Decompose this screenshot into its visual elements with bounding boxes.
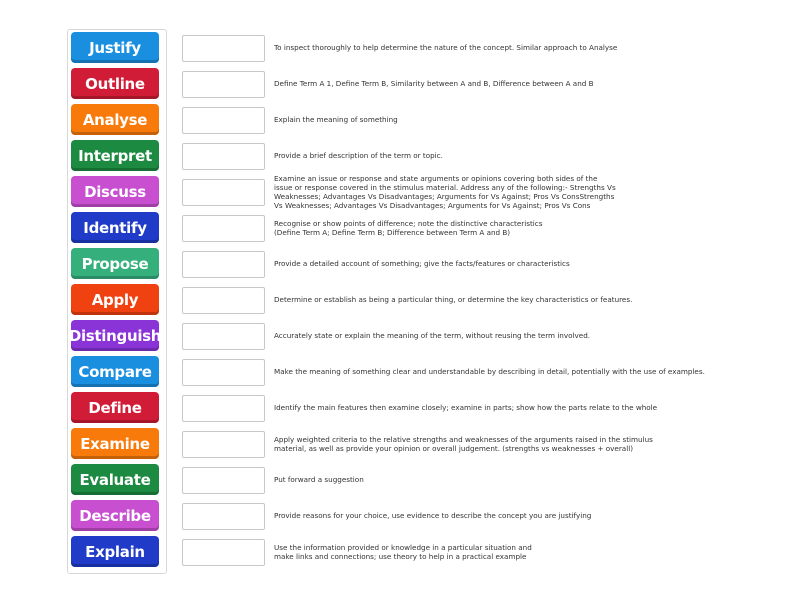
term-tile-define[interactable]: Define [71,392,159,423]
term-tile-evaluate[interactable]: Evaluate [71,464,159,495]
drop-target-box[interactable] [182,251,265,278]
term-tile-interpret[interactable]: Interpret [71,140,159,171]
drop-target-box[interactable] [182,143,265,170]
definition-text: Examine an issue or response and state arguments or opinions covering both sides of the issue or response covered in the stimulus material. Address any of the following:- Strengths Vs Weaknesses; Advantages Vs Disadvantages; Arguments for Vs Against; Pros Vs ConsStrengths Vs Weaknesses; Advantages Vs Disadvantages; Arguments for Vs Against; Pros Vs Cons [274,173,616,210]
term-tile-analyse[interactable]: Analyse [71,104,159,135]
definition-text: Apply weighted criteria to the relative strengths and weaknesses of the arguments raised in the stimulus material, as well as provide your opinion or overall judgement. (strengths vs weaknesses + overall) [274,434,653,453]
definition-text: Provide a detailed account of something; give the facts/features or characteristics [274,259,570,268]
drop-target-box[interactable] [182,179,265,206]
definition-text: Put forward a suggestion [274,475,364,484]
term-tile-identify[interactable]: Identify [71,212,159,243]
term-tile-distinguish[interactable]: Distinguish [71,320,159,351]
definition-text: Determine or establish as being a particular thing, or determine the key characteristics or features. [274,295,633,304]
drop-target-box[interactable] [182,35,265,62]
definition-text: Provide reasons for your choice, use evidence to describe the concept you are justifying [274,511,592,520]
drop-target-box[interactable] [182,287,265,314]
definition-text: Recognise or show points of difference; note the distinctive characteristics (Define Term A; Define Term B; Difference between Term A and B) [274,218,543,237]
term-tile-apply[interactable]: Apply [71,284,159,315]
drop-target-box[interactable] [182,107,265,134]
definition-text: Accurately state or explain the meaning of the term, without reusing the term involved. [274,331,591,340]
term-tile-compare[interactable]: Compare [71,356,159,387]
definition-text: Use the information provided or knowledge in a particular situation and make links and connections; use theory to help in a practical example [274,542,532,561]
term-tile-explain[interactable]: Explain [71,536,159,567]
definition-text: To inspect thoroughly to help determine the nature of the concept. Similar approach to Analyse [274,43,618,52]
definition-text: Make the meaning of something clear and understandable by describing in detail, potentially with the use of examples. [274,367,705,376]
drop-target-box[interactable] [182,71,265,98]
term-tile-discuss[interactable]: Discuss [71,176,159,207]
drop-target-box[interactable] [182,215,265,242]
drop-target-box[interactable] [182,431,265,458]
definition-text: Identify the main features then examine closely; examine in parts; show how the parts relate to the whole [274,403,658,412]
drop-target-box[interactable] [182,323,265,350]
drop-target-box[interactable] [182,467,265,494]
definition-text: Explain the meaning of something [274,115,398,124]
term-tile-propose[interactable]: Propose [71,248,159,279]
definition-text: Provide a brief description of the term or topic. [274,151,443,160]
drop-target-box[interactable] [182,359,265,386]
definition-text: Define Term A 1, Define Term B, Similarity between A and B, Difference between A and B [274,79,594,88]
term-tile-describe[interactable]: Describe [71,500,159,531]
term-tile-outline[interactable]: Outline [71,68,159,99]
term-tile-justify[interactable]: Justify [71,32,159,63]
drop-target-box[interactable] [182,503,265,530]
term-tile-examine[interactable]: Examine [71,428,159,459]
drop-target-box[interactable] [182,395,265,422]
drop-target-box[interactable] [182,539,265,566]
